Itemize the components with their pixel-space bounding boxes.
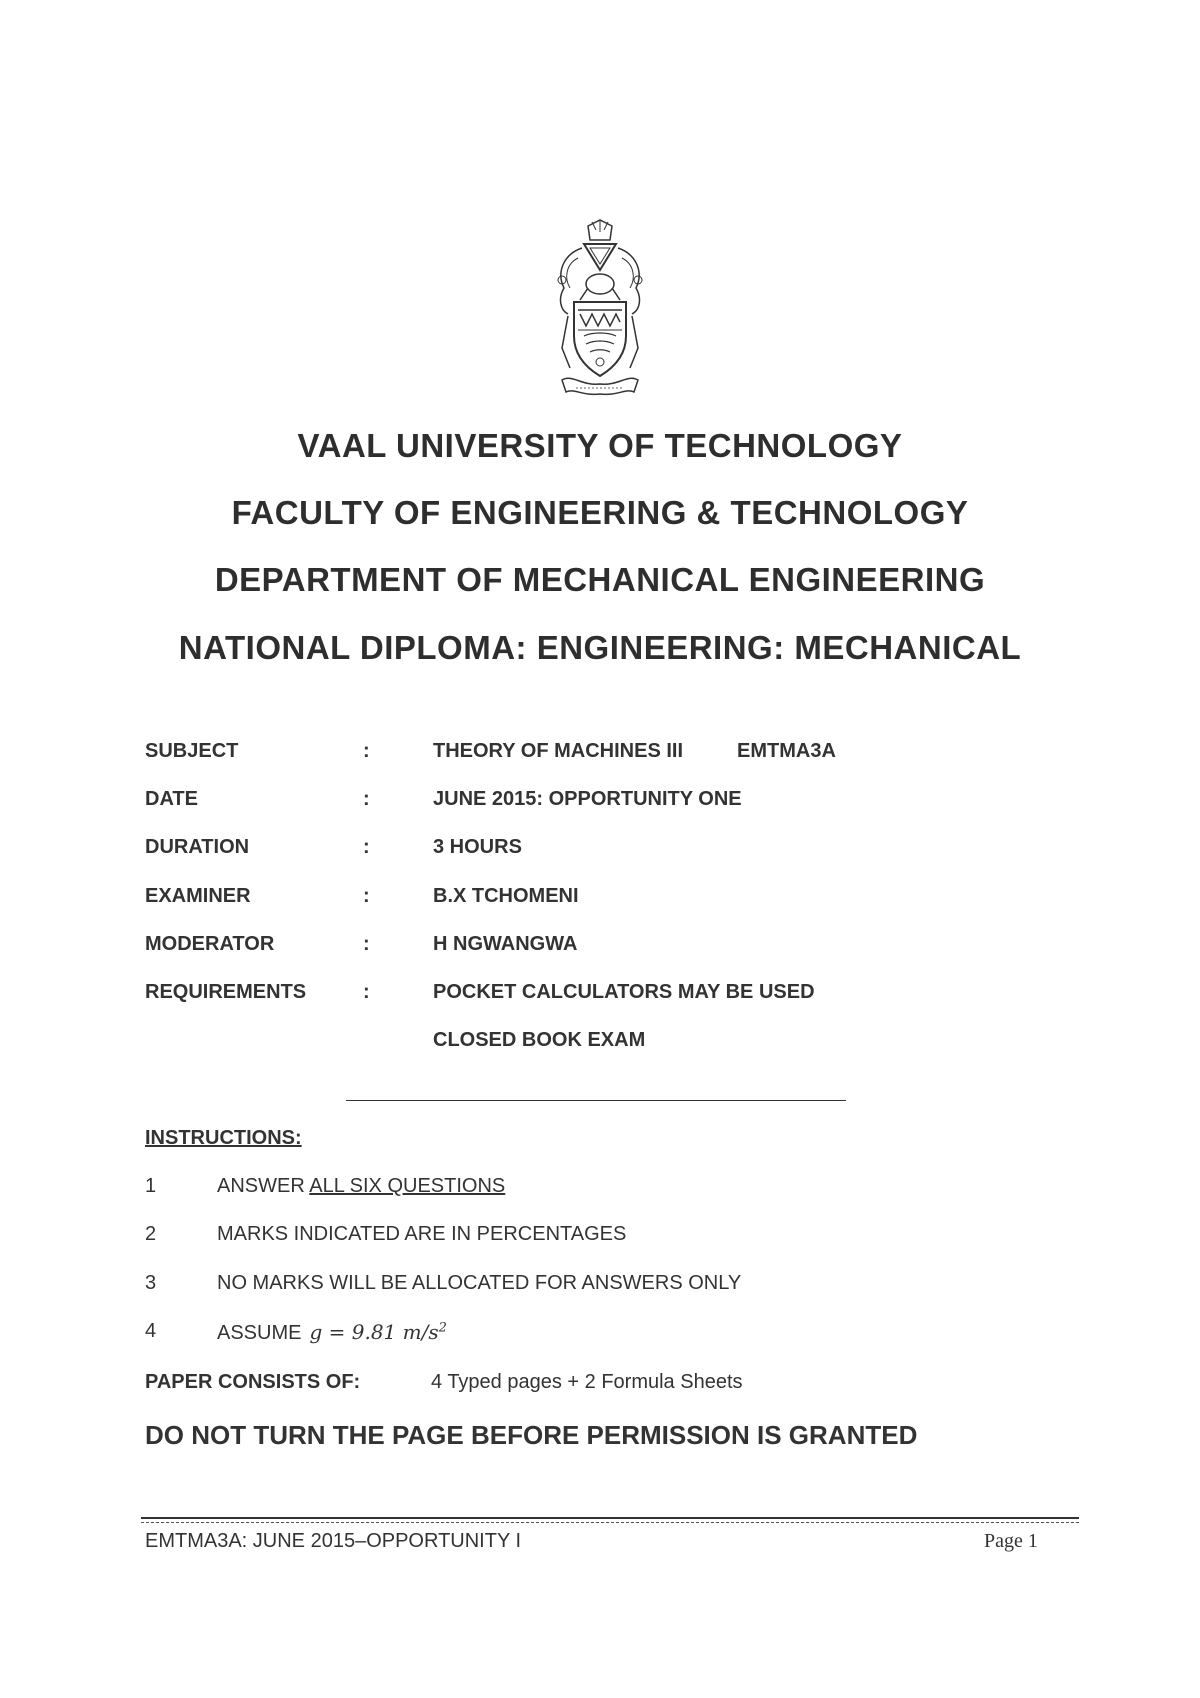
info-label: DATE bbox=[145, 788, 198, 810]
formula-text: g = 9.81 m/s bbox=[309, 1320, 439, 1344]
info-colon: : bbox=[363, 885, 370, 907]
info-value: JUNE 2015: OPPORTUNITY ONE bbox=[433, 788, 742, 810]
gravity-formula bbox=[309, 1320, 446, 1344]
department-name: DEPARTMENT OF MECHANICAL ENGINEERING bbox=[214, 561, 986, 598]
separator-line bbox=[346, 1100, 846, 1101]
info-value: CLOSED BOOK EXAM bbox=[433, 1029, 646, 1051]
paper-consists-value: 4 Typed pages + 2 Formula Sheets bbox=[431, 1371, 743, 1393]
instructions-title: INSTRUCTIONS: bbox=[145, 1127, 302, 1149]
info-label: MODERATOR bbox=[145, 933, 275, 955]
university-crest-icon bbox=[548, 218, 652, 402]
info-colon: : bbox=[363, 740, 370, 762]
instruction-text bbox=[217, 1175, 505, 1198]
page-number: Page 1 bbox=[984, 1530, 1038, 1552]
info-value: B.X TCHOMENI bbox=[433, 885, 579, 907]
info-colon: : bbox=[363, 836, 370, 858]
instruction-text: MARKS INDICATED ARE IN PERCENTAGES bbox=[217, 1223, 627, 1245]
info-value: H NGWANGWA bbox=[433, 933, 578, 955]
info-colon: : bbox=[363, 788, 370, 810]
info-label: EXAMINER bbox=[145, 885, 251, 907]
paper-consists-label: PAPER CONSISTS OF: bbox=[145, 1371, 361, 1393]
instruction-number: 4 bbox=[145, 1320, 157, 1342]
info-colon: : bbox=[363, 933, 370, 955]
diploma-name: NATIONAL DIPLOMA: ENGINEERING: MECHANICAL bbox=[178, 629, 1022, 666]
info-value: 3 HOURS bbox=[433, 836, 522, 858]
instruction-number: 2 bbox=[145, 1223, 157, 1245]
instruction-text-part: ANSWER bbox=[217, 1175, 305, 1197]
info-label: SUBJECT bbox=[145, 740, 239, 762]
info-colon: : bbox=[363, 981, 370, 1003]
permission-warning: DO NOT TURN THE PAGE BEFORE PERMISSION IS GRANTED bbox=[145, 1420, 918, 1450]
formula-exponent: 2 bbox=[438, 1320, 447, 1336]
footer-exam-code: EMTMA3A: JUNE 2015–OPPORTUNITY I bbox=[145, 1530, 522, 1552]
info-value: POCKET CALCULATORS MAY BE USED bbox=[433, 981, 815, 1003]
instruction-text: NO MARKS WILL BE ALLOCATED FOR ANSWERS ONLY bbox=[217, 1272, 742, 1294]
faculty-name: FACULTY OF ENGINEERING & TECHNOLOGY bbox=[231, 494, 969, 531]
instruction-text bbox=[217, 1320, 447, 1345]
footer-rule bbox=[141, 1517, 1079, 1523]
instruction-text-part: ASSUME bbox=[217, 1322, 302, 1344]
instruction-number: 1 bbox=[145, 1175, 157, 1197]
instruction-number: 3 bbox=[145, 1272, 157, 1294]
info-label: DURATION bbox=[145, 836, 250, 858]
info-label: REQUIREMENTS bbox=[145, 981, 307, 1003]
info-value: THEORY OF MACHINES III bbox=[433, 740, 684, 762]
subject-code: EMTMA3A bbox=[737, 740, 836, 762]
university-name: VAAL UNIVERSITY OF TECHNOLOGY bbox=[297, 427, 903, 464]
instruction-underlined: ALL SIX QUESTIONS bbox=[309, 1175, 506, 1197]
